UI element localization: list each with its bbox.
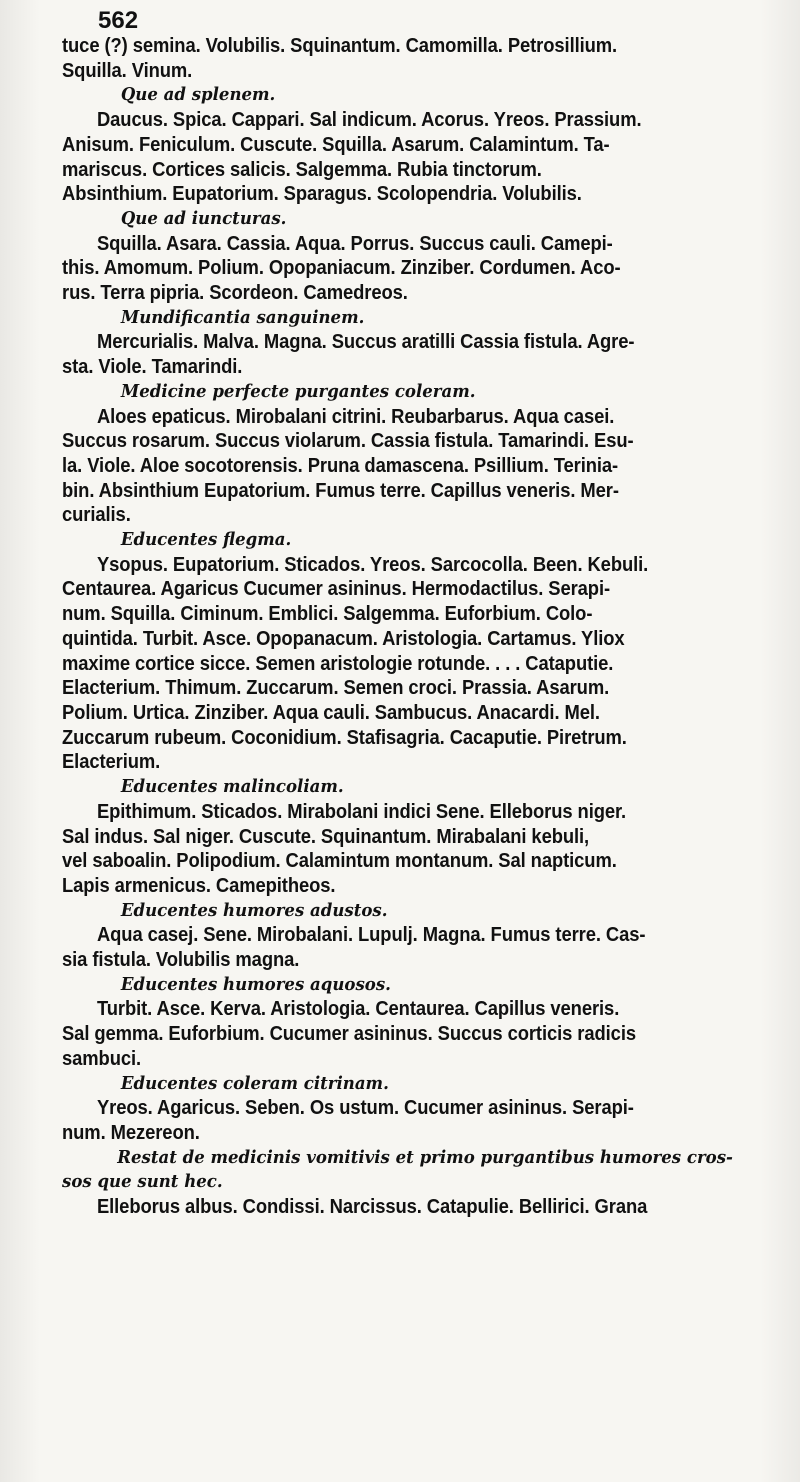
text-line: Elacterium. Thimum. Zuccarum. Semen croci. Prassia. Asarum. [62, 677, 610, 700]
section-heading: Educentes malincoliam. [120, 776, 344, 798]
text-line: Mercurialis. Malva. Magna. Succus aratilli Cassia fistula. Agre- [96, 331, 635, 354]
text-line: curialis. [62, 504, 131, 527]
section-heading: Que ad splenem. [120, 84, 276, 106]
text-line: this. Amomum. Polium. Opopaniacum. Zinziber. Cordumen. Aco- [62, 257, 621, 280]
text-line: Daucus. Spica. Cappari. Sal indicum. Acorus. Yreos. Prassium. [96, 109, 642, 132]
section-heading: Restat de medicinis vomitivis et primo purgantibus humores cros- [117, 1146, 733, 1168]
text-line: Aqua casej. Sene. Mirobalani. Lupulj. Magna. Fumus terre. Cas- [96, 924, 646, 947]
text-line: maxime cortice sicce. Semen aristologie rotunde. . . . Cataputie. [62, 652, 614, 675]
section-heading: Educentes humores aquosos. [120, 973, 391, 995]
text-line: tuce (?) semina. Volubilis. Squinantum. Camomilla. Petrosillium. [62, 35, 618, 57]
section-coleram [62, 380, 774, 528]
section-iuncturas [62, 207, 774, 306]
text-line: Polium. Urtica. Zinziber. Aqua cauli. Sambucus. Anacardi. Mel. [62, 701, 600, 724]
section-mundificantia [62, 306, 774, 380]
text-line: sambuci. [62, 1047, 142, 1070]
text-line: Centaurea. Agaricus Cucumer asininus. Hermodactilus. Serapi- [62, 578, 611, 601]
section-adustos [62, 899, 774, 973]
section-vomitivis [62, 1146, 774, 1220]
text-line: sia fistula. Volubilis magna. [62, 949, 300, 972]
text-line: rus. Terra pipria. Scordeon. Camedreos. [62, 282, 408, 305]
text-line: Zuccarum rubeum. Coconidium. Stafisagria. Cacaputie. Piretrum. [62, 726, 627, 749]
text-line: Elacterium. [62, 751, 161, 774]
text-line: Elleborus albus. Condissi. Narcissus. Catapulie. Bellirici. Grana [96, 1196, 648, 1219]
section-heading-continued: sos que sunt hec. [62, 1171, 223, 1193]
section-splen [62, 83, 774, 207]
section-heading: Educentes flegma. [120, 529, 292, 551]
text-line: Sal gemma. Euforbium. Cucumer asininus. Succus corticis radicis [62, 1023, 636, 1046]
text-line: num. Squilla. Ciminum. Emblici. Salgemma. Euforbium. Colo- [62, 603, 593, 626]
section-intro [62, 34, 774, 83]
text-line: num. Mezereon. [62, 1121, 200, 1144]
text-line: Yreos. Agaricus. Seben. Os ustum. Cucumer asininus. Serapi- [96, 1097, 634, 1120]
text-line: Anisum. Feniculum. Cuscute. Squilla. Asarum. Calamintum. Ta- [62, 133, 610, 156]
section-heading: Educentes coleram citrinam. [120, 1072, 389, 1094]
section-heading: Educentes humores adustos. [120, 899, 388, 921]
section-malincoliam [62, 775, 774, 899]
text-line: Ysopus. Eupatorium. Sticados. Yreos. Sarcocolla. Been. Kebuli. [96, 553, 649, 576]
page-number: 562 [98, 7, 139, 34]
text-line: sta. Viole. Tamarindi. [62, 356, 243, 379]
section-aquosos [62, 973, 774, 1072]
text-line: Turbit. Asce. Kerva. Aristologia. Centaurea. Capillus veneris. [96, 998, 620, 1021]
text-line: Aloes epaticus. Mirobalani citrini. Reubarbarus. Aqua casei. [96, 405, 615, 428]
text-line: Epithimum. Sticados. Mirabolani indici Sene. Elleborus niger. [96, 800, 627, 823]
section-heading: Mundificantia sanguinem. [120, 306, 365, 328]
text-line: la. Viole. Aloe socotorensis. Pruna damascena. Psillium. Terinia- [62, 454, 619, 477]
text-line: Succus rosarum. Succus violarum. Cassia fistula. Tamarindi. Esu- [62, 430, 634, 453]
text-line: mariscus. Cortices salicis. Salgemma. Rubia tinctorum. [62, 158, 542, 181]
text-line: Absinthium. Eupatorium. Sparagus. Scolopendria. Volubilis. [62, 183, 582, 206]
text-line: Sal indus. Sal niger. Cuscute. Squinantum. Mirabalani kebuli, [62, 825, 590, 848]
section-citrinam [62, 1072, 774, 1146]
text-line: quintida. Turbit. Asce. Opopanacum. Aristologia. Cartamus. Yliox [62, 627, 625, 650]
text-line: Squilla. Vinum. [62, 59, 193, 82]
section-heading: Medicine perfecte purgantes coleram. [120, 380, 476, 402]
text-line: bin. Absinthium Eupatorium. Fumus terre. Capillus veneris. Mer- [62, 479, 619, 502]
section-flegma [62, 528, 774, 775]
text-line: vel saboalin. Polipodium. Calamintum montanum. Sal napticum. [62, 850, 617, 873]
section-heading: Que ad iuncturas. [120, 207, 287, 229]
text-line: Lapis armenicus. Camepitheos. [62, 874, 336, 897]
text-line: Squilla. Asara. Cassia. Aqua. Porrus. Succus cauli. Camepi- [96, 232, 613, 255]
